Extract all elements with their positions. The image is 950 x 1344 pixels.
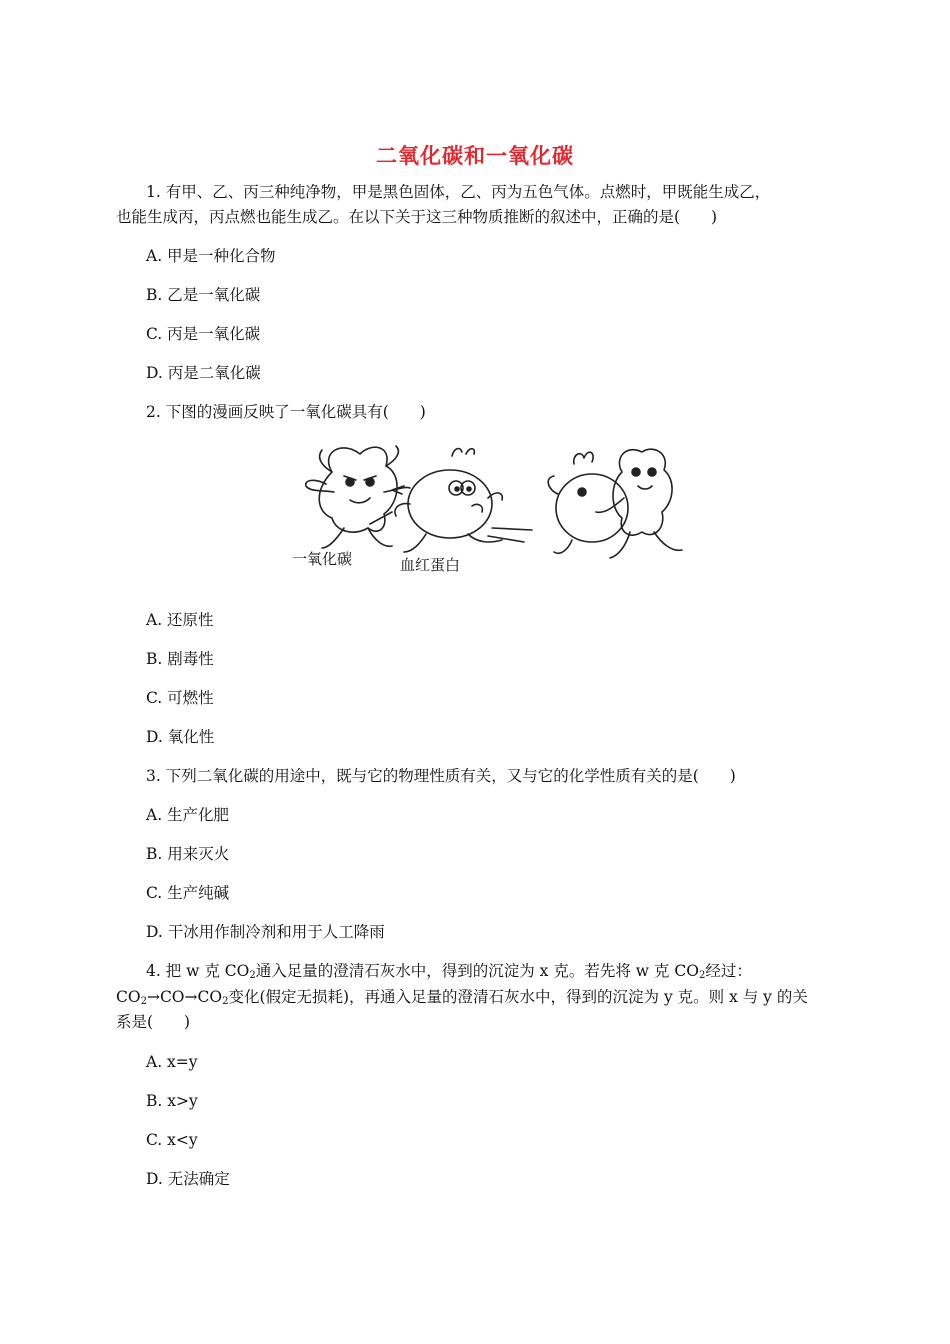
- co-hugging-hemoglobin: [548, 449, 682, 558]
- question-1-option-c: C. 丙是一氧化碳: [146, 325, 261, 343]
- question-4-option-b: B. x>y: [146, 1092, 198, 1110]
- question-3-option-c: C. 生产纯碱: [146, 884, 230, 902]
- cartoon-figure: [292, 432, 702, 582]
- question-3-option-b: B. 用来灭火: [146, 845, 230, 863]
- question-2-text: 2. 下图的漫画反映了一氧化碳具有( ): [146, 403, 426, 421]
- question-2-option-d: D. 氧化性: [146, 728, 215, 746]
- question-2-option-b: B. 剧毒性: [146, 650, 214, 668]
- question-2-option-a: A. 还原性: [146, 611, 214, 629]
- question-3-text: 3. 下列二氧化碳的用途中，既与它的物理性质有关，又与它的化学性质有关的是( ): [146, 767, 736, 785]
- question-1-option-d: D. 丙是二氧化碳: [146, 364, 261, 382]
- question-2-option-c: C. 可燃性: [146, 689, 214, 707]
- question-4-text-cont: $CO_2\to CO\to CO_2$变化(假定无损耗)，再通入足量的澄清石灰水中，得到的沉淀为 y 克。则 x 与 y 的关: [116, 988, 808, 1007]
- co-creature-left: [306, 446, 410, 548]
- question-4-text-cont-2: 系是( ): [116, 1013, 191, 1031]
- question-3-option-d: D. 干冰用作制冷剂和用于人工降雨: [146, 923, 385, 941]
- caption-left: 一氧化碳: [292, 550, 353, 568]
- question-4-text: 4. 把 w 克 $CO_2$通入足量的澄清石灰水中，得到的沉淀为 x 克。若先将 w 克 $CO_2$经过：: [146, 962, 752, 981]
- page-title: 二氧化碳和一氧化碳: [376, 143, 574, 168]
- question-1-text-cont: 也能生成丙，丙点燃也能生成乙。在以下关于这三种物质推断的叙述中，正确的是( ): [116, 208, 718, 226]
- question-3-option-a: A. 生产化肥: [146, 806, 230, 824]
- question-4-option-d: D. 无法确定: [146, 1170, 230, 1188]
- question-1-option-a: A. 甲是一种化合物: [146, 247, 276, 265]
- question-1-text: 1. 有甲、乙、丙三种纯净物，甲是黑色固体，乙、丙为五色气体。点燃时，甲既能生成乙，: [146, 183, 771, 201]
- question-4-option-a: A. x=y: [146, 1053, 198, 1071]
- question-1-option-b: B. 乙是一氧化碳: [146, 286, 261, 304]
- caption-right: 血红蛋白: [400, 556, 461, 574]
- question-4-option-c: C. x<y: [146, 1131, 198, 1149]
